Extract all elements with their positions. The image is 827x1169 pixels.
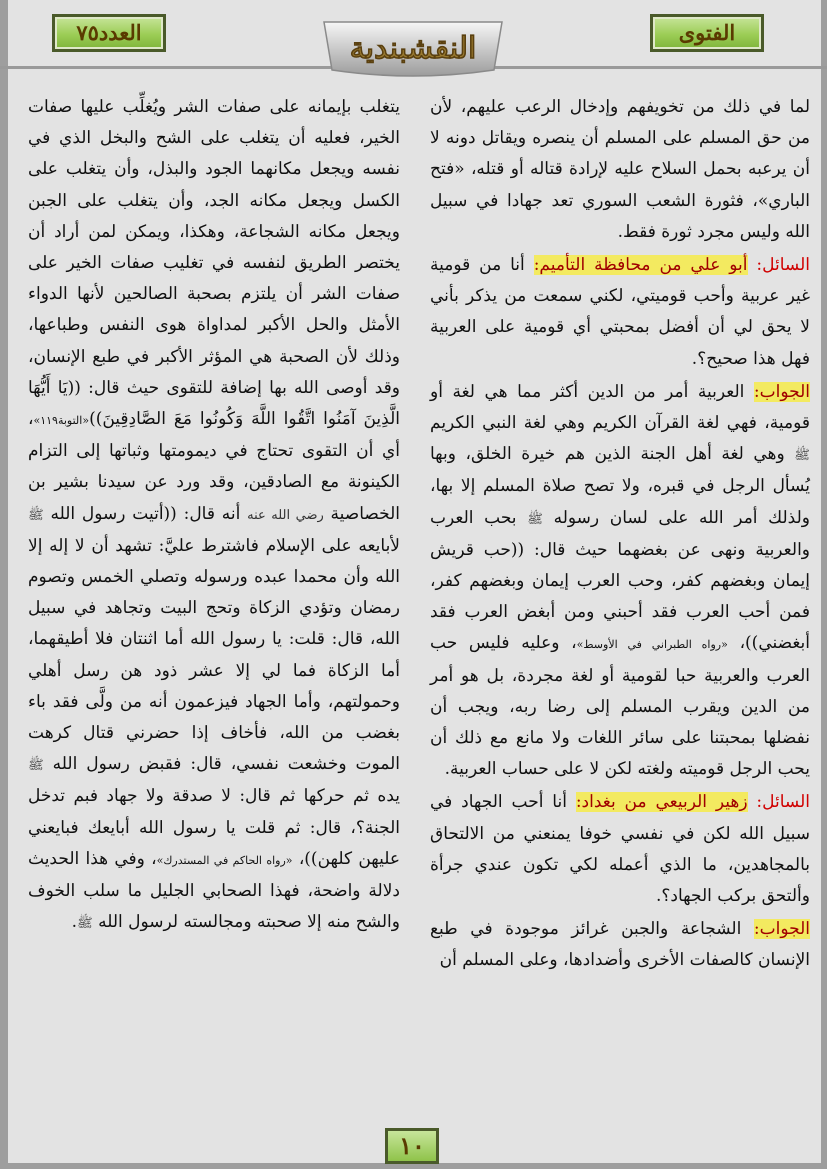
answer-1: الجواب: العربية أمر من الدين أكثر مما هي لغة أو قومية، فهي لغة القرآن الكريم وهي لغة النبي الكريم ﷺ وهي لغة أهل الجنة الذين هم خيرة الخلق، وبها يُسأل الرجل في قبره، ولا تصح صلاة المسلم إلا بها، ولذلك أمر الله على لسان رسوله ﷺ بحب العرب والعربية ونهى عن بغضهما حيث قال: ((حب قريش إيمان وبغضهم كفر، وحب العرب إيمان وبغضهم كفر، فمن أحب العرب فقد أحبني ومن أبغض العرب فقد أبغضني))، «رواه الطبراني في الأوسط»، وعليه فليس حب العرب والعربية حبا لقومية أو لغة مجردة، بل هو أمر من الدين ويقرب المسلم إلى رضا ربه، ويجب أن نفضلها بمحبتنا على سائر اللغات ولا مانع مع ذلك أن يحب الرجل قوميته ولغته لكن لا على حساب العربية. — [430, 381, 811, 780]
question-text: أنا أحب الجهاد في سبيل الله لكن في نفسي خوفا يمنعني من الالتحاق بالمجاهدين، ما الذي أعمله لكي تكون عندي جرأة وألتحق بركب الجهاد؟. — [430, 792, 810, 907]
question-text: أنا من قومية غير عربية وأحب قوميتي، لكني سمعت من يذكر بأني لا يحق لي أن أفضل بمحبتي أي قومية على العربية فهل هذا صحيح؟. — [430, 255, 810, 369]
paragraph: يتغلب بإيمانه على صفات الشر ويُغلِّب عليها صفات الخير، فعليه أن يتغلب على الشح والبخل الذي في نفسه ويجعل مكانهما الجود والبذل، وأن يتغلب على الكسل ويجعل مكانه الجد، وأن يتغلب على الجبن ويجعل مكانه الشجاعة، وهكذا، ويمكن لمن أراد أن يختصر الطريق لنفسه في تغليب صفات الخير على صفات الشر أن يلتزم بصحبة الصالحين لأنها الدواء الأمثل والحل الأكبر لمداواة هوى النفس وطباعها، وذلك لأن الصحبة هي المؤثر الأكبر في طبع الإنسان، وقد أوصى الله بها إضافة للتقوى حيث قال: ((يَا أَيُّهَا الَّذِينَ آمَنُوا اتَّقُوا اللَّهَ وَكُونُوا مَعَ الصَّادِقِينَ))«التوبة١١٩»، أي أن التقوى تحتاج في ديمومتها وثباتها إلى التزام الكينونة مع الصادقين، وقد ورد عن سيدنا بشير بن الخصاصية رضي الله عنه أنه قال: ((أتيت رسول الله ﷺ لأبايعه على الإسلام فاشترط عليَّ: تشهد أن لا إله إلا الله وأن محمدا عبده ورسوله وتصلي الخمس وتصوم رمضان وتؤدي الزكاة وتحج البيت وتجاهد في سبيل الله، قال: قلت: يا رسول الله أما اثنتان فلا أطيقهما، أما الزكاة فما لي إلا عشر ذود هن رسل أهلي وحمولتهم، وأما الجهاد فيزعمون أنه من ولَّى فقد باء بغضب من الله، فأخاف إذا حضرني قتال كرهت الموت وخشعت نفسي، قال: فقبض رسول الله ﷺ يده ثم حركها ثم قال: لا صدقة ولا جهاد فبم تدخل الجنة؟، قال: ثم قلت يا رسول الله أبايعك فبايعني عليهن كلهن))، «رواه الحاكم في المستدرك»، وفي هذا الحديث دلالة واضحة، فهذا الصحابي الجليل ما سلب الخوف والشح منه إلا صحبته ومجالسته لرسول الله ﷺ. — [28, 97, 401, 933]
pbuh-symbol: ﷺ — [28, 758, 44, 774]
verse-reference: «التوبة١١٩» — [33, 414, 90, 428]
question-label: السائل: — [756, 792, 811, 813]
section-label: الفتوى — [650, 14, 764, 52]
page-number: ١٠ — [385, 1128, 439, 1164]
question-label: السائل: — [756, 255, 811, 276]
answer-label: الجواب: — [753, 919, 811, 940]
right-column — [430, 92, 810, 979]
question-2 — [430, 787, 810, 912]
pbuh-symbol: ﷺ — [794, 448, 810, 464]
logo-text: النقشبندية — [349, 31, 477, 66]
pbuh-symbol: ﷺ — [28, 507, 44, 523]
paragraph: لما في ذلك من تخويفهم وإدخال الرعب عليهم، لأن من حق المسلم على المسلم أن ينصره ويقاتل دونه لا أن يرعبه بحمل السلاح عليه لإرادة قتاله أو قتله، «فتح الباري»، فثورة الشعب السوري تعد جهادا في سبيل الله وليس مجرد ثورة فقط. — [430, 97, 810, 242]
pbuh-symbol: ﷺ — [77, 916, 93, 932]
answer-label: الجواب: — [753, 381, 811, 402]
asker-name: أبو علي من محافظة التأميم: — [533, 255, 748, 276]
hadith-reference: «رواه الطبراني في الأوسط» — [576, 638, 728, 652]
magazine-logo — [318, 8, 508, 80]
question-1 — [430, 250, 810, 375]
radi-symbol: رضي الله عنه — [247, 507, 324, 523]
left-column — [28, 92, 400, 941]
hadith-reference: «رواه الحاكم في المستدرك» — [156, 853, 293, 867]
issue-number-label: العدد٧٥ — [52, 14, 166, 52]
answer-2: الجواب: الشجاعة والجبن غرائز موجودة في طبع الإنسان كالصفات الأخرى وأضدادها، وعلى المسلم أن — [430, 919, 811, 971]
asker-name: زهير الربيعي من بغداد: — [575, 792, 748, 813]
pbuh-symbol: ﷺ — [527, 511, 543, 527]
quran-verse: ((يَا أَيُّهَا الَّذِينَ آمَنُوا اتَّقُوا اللَّهَ وَكُونُوا مَعَ الصَّادِقِينَ)) — [28, 377, 400, 430]
